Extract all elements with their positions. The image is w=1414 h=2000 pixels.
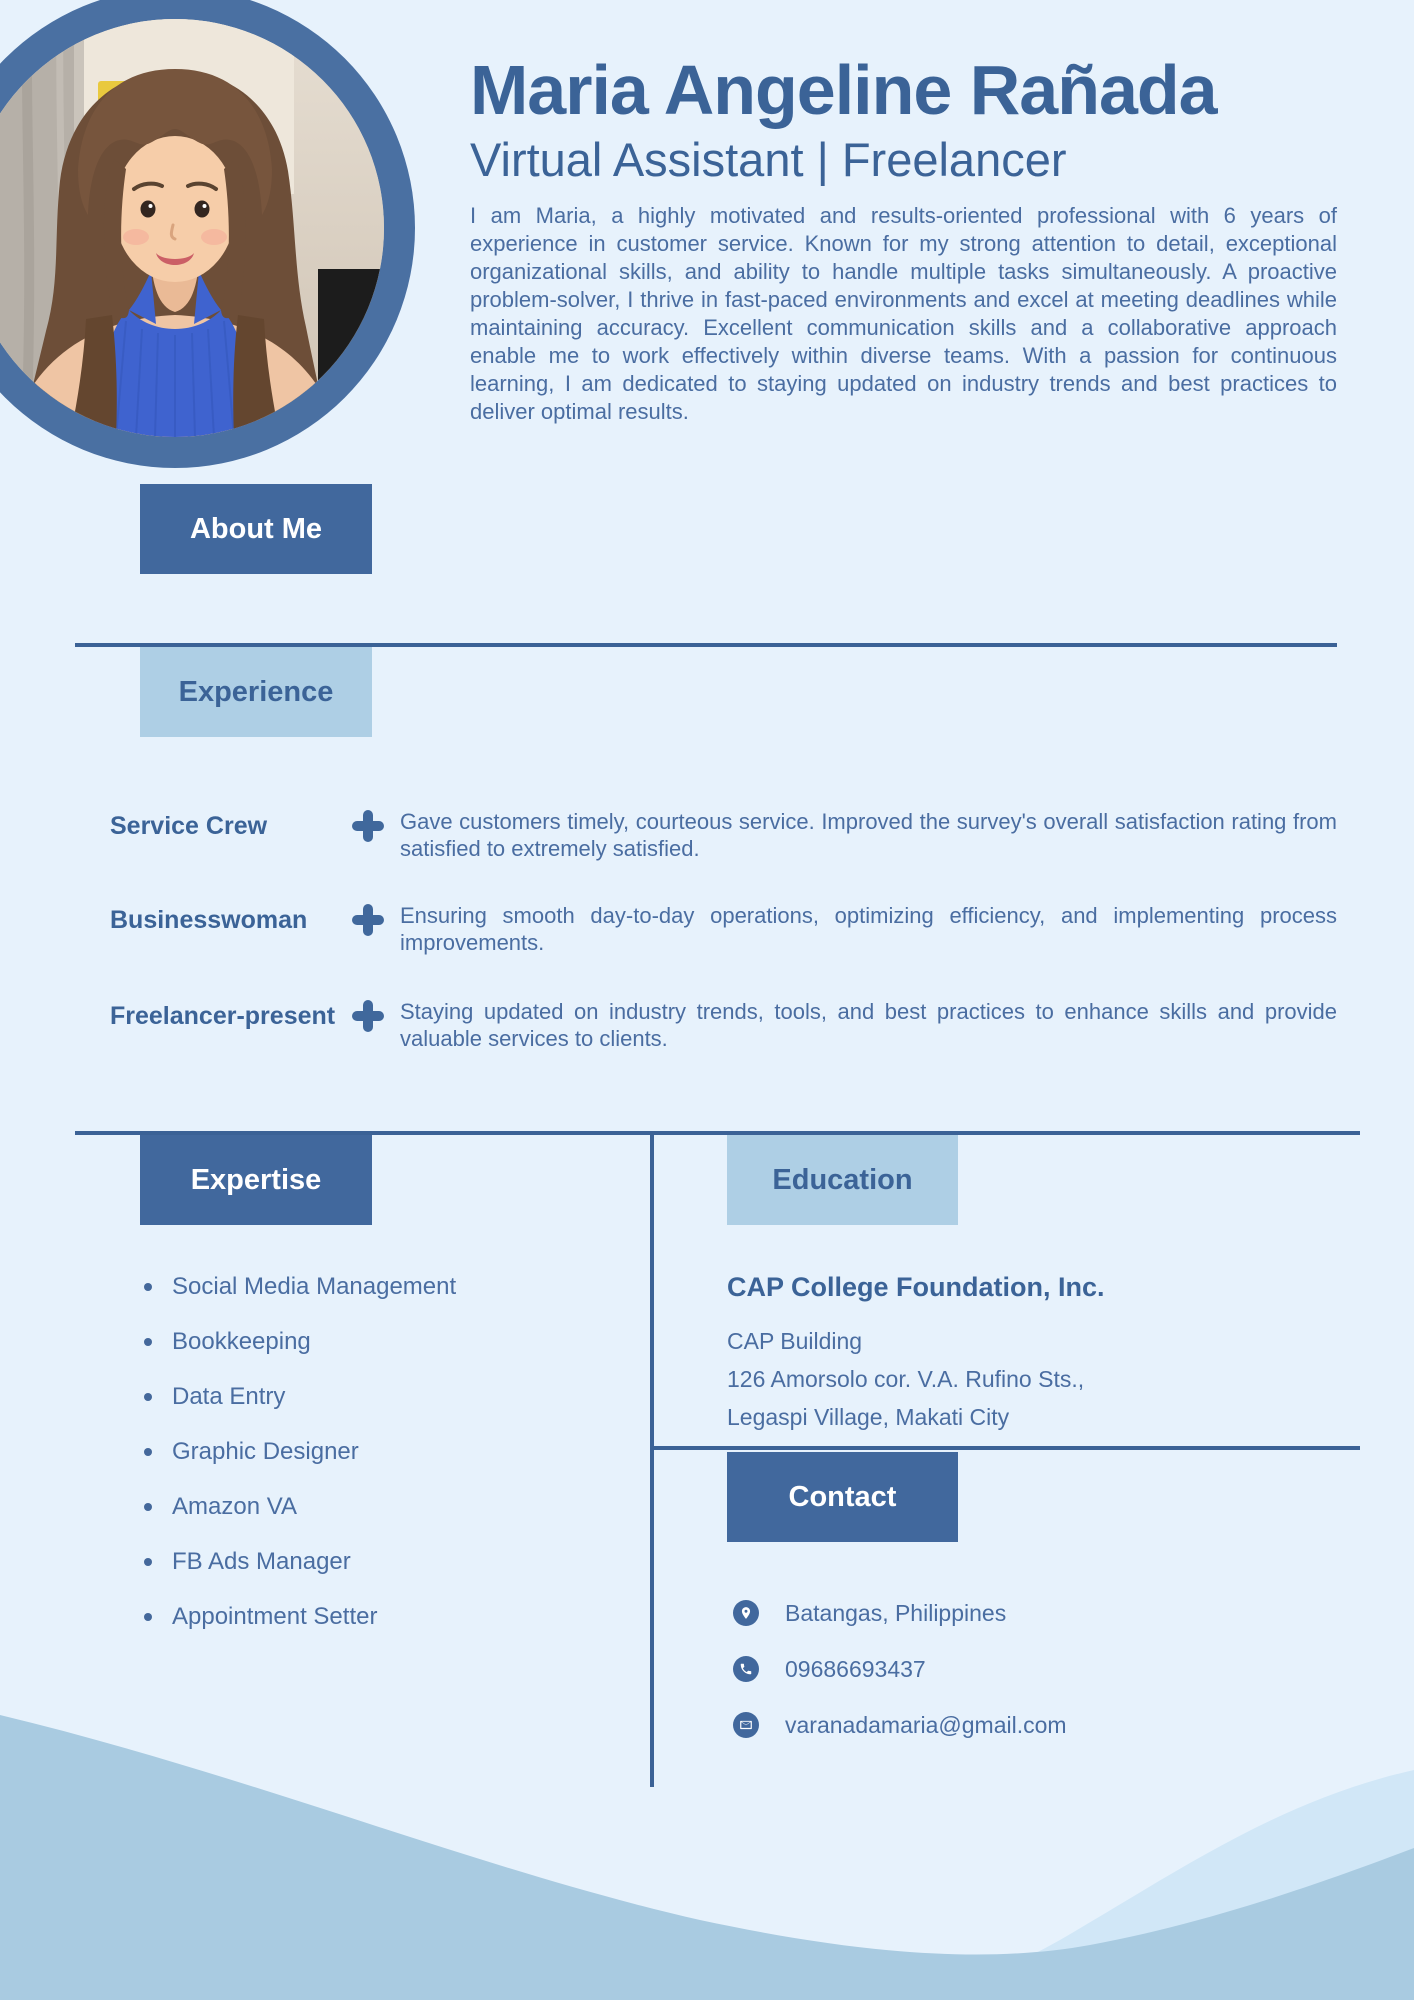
- job-title: Virtual Assistant | Freelancer: [470, 133, 1067, 186]
- about-me-text: I am Maria, a highly motivated and results-oriented professional with 6 years of experience in customer service. Known for my strong attention to detail, exceptional organizational skills, and ability to handle multiple tasks simultaneously. A proactive problem-solver, I thrive in fast-paced environments and excel at meeting deadlines while maintaining accuracy. Excellent communication skills and a collaborative approach enable me to work effectively within diverse teams. With a passion for continuous learning, I am dedicated to staying updated on industry trends and best practices to deliver optimal results.: [470, 203, 1337, 424]
- expertise-list: [142, 1272, 456, 1657]
- list-item: FB Ads Manager: [142, 1547, 456, 1576]
- experience-description: Staying updated on industry trends, tools, and best practices to enhance skills and provide valuable services to clients.: [400, 999, 1337, 1051]
- list-item: Appointment Setter: [142, 1602, 456, 1631]
- list-item: Graphic Designer: [142, 1437, 456, 1466]
- experience-role: Service Crew: [110, 812, 268, 840]
- about-me-badge: About Me: [140, 484, 372, 574]
- experience-description: Gave customers timely, courteous service. Improved the survey's overall satisfaction rating from satisfied to extremely satisfied.: [400, 809, 1337, 861]
- contact-phone: 09686693437: [785, 1655, 926, 1682]
- expertise-badge: Expertise: [140, 1135, 372, 1225]
- divider-education-contact: [650, 1446, 1360, 1450]
- list-item: Amazon VA: [142, 1492, 456, 1521]
- education-school-name: CAP College Foundation, Inc.: [727, 1272, 1105, 1302]
- plus-icon: [352, 904, 384, 936]
- contact-email: varanadamaria@gmail.com: [785, 1711, 1067, 1738]
- location-pin-icon: [733, 1600, 759, 1626]
- education-badge: Education: [727, 1135, 958, 1225]
- footer-wave-decoration: [0, 1640, 1414, 2000]
- list-item: Data Entry: [142, 1382, 456, 1411]
- education-address: [727, 1322, 1347, 1436]
- experience-role: Freelancer-present: [110, 1002, 336, 1030]
- education-address-line: CAP Building: [727, 1328, 863, 1354]
- experience-role: Businesswoman: [110, 906, 308, 934]
- education-address-line: 126 Amorsolo cor. V.A. Rufino Sts.,: [727, 1366, 1085, 1392]
- experience-description: Ensuring smooth day-to-day operations, optimizing efficiency, and implementing process improvements.: [400, 903, 1337, 955]
- experience-badge: Experience: [140, 647, 372, 737]
- list-item: Bookkeeping: [142, 1327, 456, 1356]
- list-item: Social Media Management: [142, 1272, 456, 1301]
- contact-badge: Contact: [727, 1452, 958, 1542]
- plus-icon: [352, 1000, 384, 1032]
- page-title-name: Maria Angeline Rañada: [470, 51, 1217, 129]
- education-address-line: Legaspi Village, Makati City: [727, 1404, 1010, 1430]
- plus-icon: [352, 810, 384, 842]
- contact-row-location: [733, 1600, 1067, 1626]
- contact-location: Batangas, Philippines: [785, 1599, 1007, 1626]
